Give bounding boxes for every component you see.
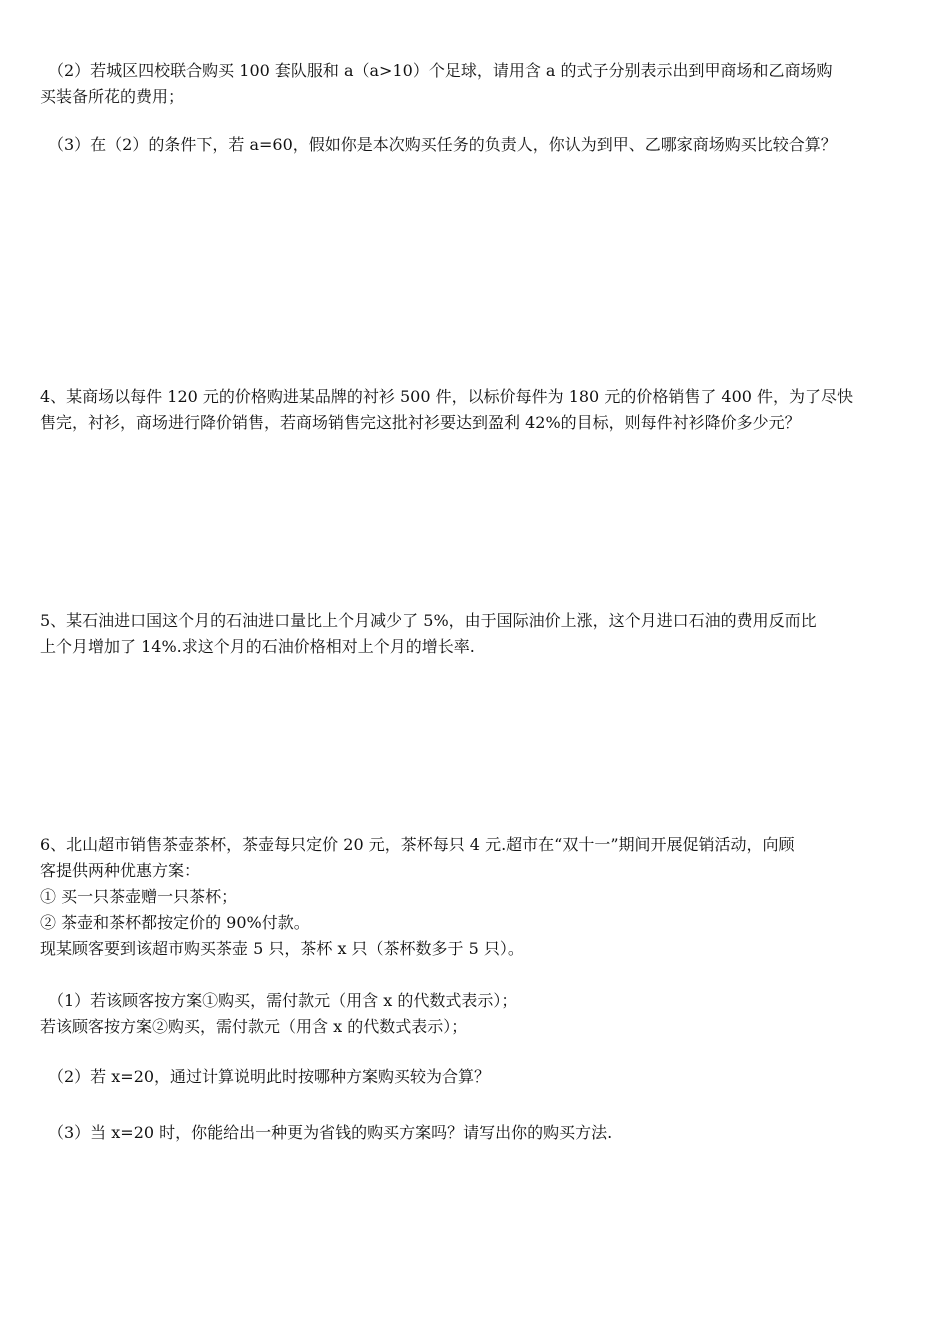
question-3-part-3 [40,132,912,158]
question-3-part-2 [40,58,912,110]
question-5 [40,608,912,660]
question-4-line-2: 售完，衬衫，商场进行降价销售，若商场销售完这批衬衫要达到盈利 42%的目标，则每件衬衫降价多少元？ [40,413,801,432]
question-6-part-3-text: （3）当 x=20 时，你能给出一种更为省钱的购买方案吗？请写出你的购买方法. [48,1123,613,1142]
question-5-line-1: 5、某石油进口国这个月的石油进口量比上个月减少了 5%，由于国际油价上涨，这个月进口石油的费用反而比 [40,611,817,630]
question-6-option-2: ② 茶壶和茶杯都按定价的 90%付款。 [40,913,310,932]
question-6-option-1: ① 买一只茶壶赠一只茶杯； [40,887,238,906]
question-3-part-2-line-2: 买装备所花的费用； [40,87,185,106]
question-6-part-1 [40,988,912,1040]
question-6-part-2-text: （2）若 x=20，通过计算说明此时按哪种方案购买较为合算？ [48,1067,491,1086]
question-6-line-1: 6、北山超市销售茶壶茶杯，茶壶每只定价 20 元，茶杯每只 4 元.超市在“双十一”期间开展促销活动，向顾 [40,835,795,854]
question-6-line-2: 客提供两种优惠方案： [40,861,201,880]
question-6-part-1-line-1: （1）若该顾客按方案①购买，需付款元（用含 x 的代数式表示）； [48,991,518,1010]
question-6-part-3 [40,1120,912,1146]
question-3-part-3-text: （3）在（2）的条件下，若 a=60，假如你是本次购买任务的负责人，你认为到甲、乙哪家商场购买比较合算？ [48,135,837,154]
question-5-line-2: 上个月增加了 14%.求这个月的石油价格相对上个月的增长率. [40,637,475,656]
question-6-line-3: 现某顾客要到该超市购买茶壶 5 只，茶杯 x 只（茶杯数多于 5 只）。 [40,939,524,958]
question-6-part-2 [40,1064,912,1090]
question-4-line-1: 4、某商场以每件 120 元的价格购进某品牌的衬衫 500 件，以标价每件为 180 元的价格销售了 400 件，为了尽快 [40,387,854,406]
question-6-part-1-line-2: 若该顾客按方案②购买，需付款元（用含 x 的代数式表示）； [40,1017,468,1036]
question-4 [40,384,912,436]
question-3-part-2-line-1: （2）若城区四校联合购买 100 套队服和 a（a>10）个足球，请用含 a 的式子分别表示出到甲商场和乙商场购 [48,61,833,80]
question-6 [40,832,912,962]
